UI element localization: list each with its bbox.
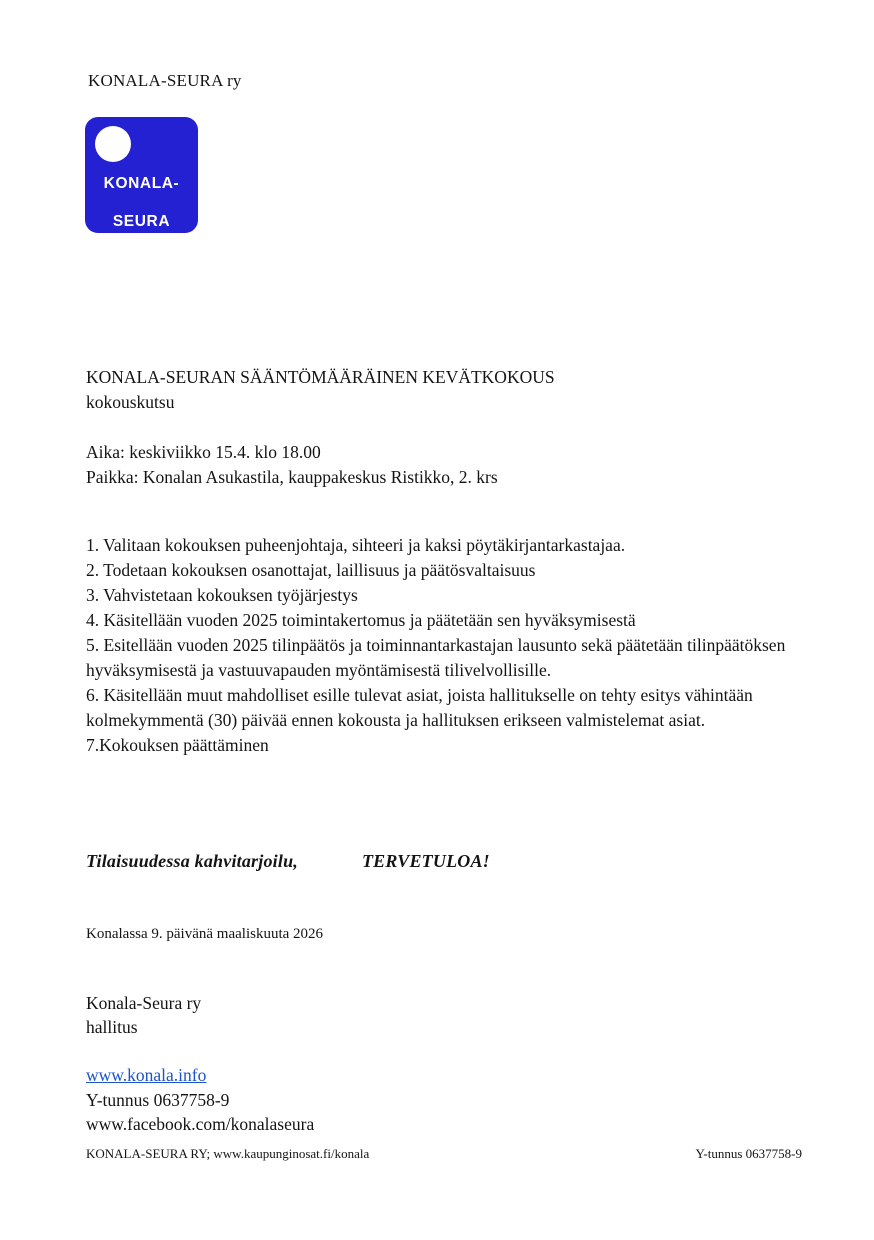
business-id: Y-tunnus 0637758-9 [86,1089,230,1110]
facebook-link: www.facebook.com/konalaseura [86,1114,315,1134]
konala-seura-logo [85,117,198,233]
logo-text-line1: KONALA- [103,175,180,192]
meeting-meta-block [86,440,498,490]
meeting-place: Paikka: Konalan Asukastila, kauppakeskus Ristikko, 2. krs [86,467,498,487]
welcome-text: TERVETULOA! [361,851,490,871]
logo-text-line2: SEURA [112,213,171,230]
organization-header: KONALA-SEURA ry [88,71,242,90]
signature-block [86,991,201,1039]
agenda-item: 7.Kokouksen päättäminen [86,735,269,755]
footer-right: Y-tunnus 0637758-9 [695,1146,802,1161]
logo-text [85,174,198,231]
agenda-item: 3. Vahvistetaan kokouksen työjärjestys [86,585,358,605]
signature-organization: Konala-Seura ry [86,993,202,1013]
agenda-item: 1. Valitaan kokouksen puheenjohtaja, sihteeri ja kaksi pöytäkirjantarkastajaa. [86,535,626,555]
page-footer [86,1146,802,1162]
signature-role: hallitus [86,1017,138,1037]
agenda-item: 6. Käsitellään muut mahdolliset esille tulevat asiat, joista hallitukselle on tehty esitys vähintään kolmekymmentä (30) päivää ennen kokousta ja hallituksen erikseen valmistelemat asiat. [86,685,753,730]
title-block [86,365,555,415]
coffee-note: Tilaisuudessa kahvitarjoilu, [86,851,298,871]
document-subtitle: kokouskutsu [86,392,175,412]
website-link[interactable]: www.konala.info [86,1065,207,1085]
document-title: KONALA-SEURAN SÄÄNTÖMÄÄRÄINEN KEVÄTKOKOUS [86,367,555,387]
footer-left: KONALA-SEURA RY; www.kaupunginosat.fi/konala [86,1146,370,1161]
contact-links-block [86,1063,314,1137]
meeting-time: Aika: keskiviikko 15.4. klo 18.00 [86,442,321,462]
coffee-welcome-line [86,851,490,872]
agenda-list [86,533,798,758]
logo-circle-icon [95,126,131,162]
agenda-item: 5. Esitellään vuoden 2025 tilinpäätös ja toiminnantarkastajan lausunto sekä päätetään tilinpäätöksen hyväksymisestä ja vastuuvapauden myöntämisestä tilivelvollisille. [86,635,786,680]
agenda-item: 4. Käsitellään vuoden 2025 toimintakertomus ja päätetään sen hyväksymisestä [86,610,636,630]
agenda-item: 2. Todetaan kokouksen osanottajat, laillisuus ja päätösvaltaisuus [86,560,536,580]
dateline: Konalassa 9. päivänä maaliskuuta 2026 [86,926,324,942]
